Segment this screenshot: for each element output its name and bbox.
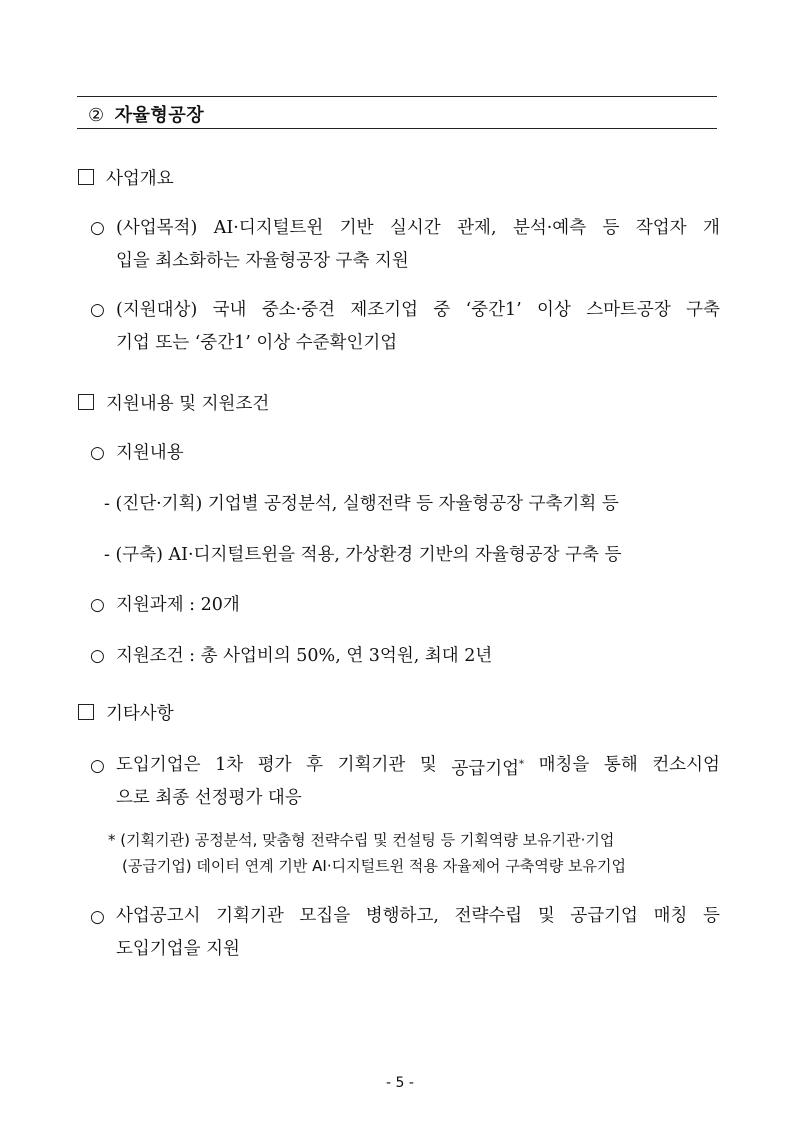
support-conditions: 지원조건 : 총 사업비의 50%, 연 3억원, 최대 2년 bbox=[116, 646, 493, 666]
word: 기획기관 bbox=[337, 755, 406, 775]
word: 도입기업은 bbox=[116, 755, 201, 775]
checkbox-square-icon bbox=[78, 394, 94, 410]
section-number: ② bbox=[88, 105, 105, 126]
misc-item1-line-2: 으로 최종 선정평가 대응 bbox=[116, 788, 302, 808]
purpose-line-1 bbox=[116, 216, 720, 240]
target-line-2: 기업 또는 ‘중간1’ 이상 수준확인기업 bbox=[116, 333, 398, 353]
support-item-planning: - (진단·기획) 기업별 공정분석, 실행전략 등 자율형공장 구축기획 등 bbox=[104, 494, 619, 514]
circle-bullet-icon: ○ bbox=[90, 443, 105, 463]
circle-bullet-icon: ○ bbox=[90, 756, 105, 776]
word: 구축 bbox=[686, 300, 720, 320]
word: 공급기업 bbox=[570, 906, 638, 926]
target-line-1 bbox=[116, 298, 720, 322]
word: 국내 bbox=[212, 300, 247, 320]
word: 매칭 bbox=[653, 906, 688, 926]
misc-item2-line-2: 도입기업을 지원 bbox=[116, 939, 240, 959]
page-number: - 5 - bbox=[386, 1075, 414, 1091]
note-planning-org: * (기획기관) 공정분석, 맞춤형 전략수립 및 컨설팅 등 기획역량 보유기관·기업 bbox=[108, 831, 615, 849]
word: 후 bbox=[306, 755, 324, 775]
word: 제조기업 bbox=[350, 300, 418, 320]
misc-item1-line-1 bbox=[116, 753, 720, 781]
word: 및 bbox=[537, 906, 555, 926]
support-tasks: 지원과제 : 20개 bbox=[116, 595, 240, 615]
word: 중소·중견 bbox=[261, 300, 335, 320]
circle-bullet-icon: ○ bbox=[90, 907, 105, 927]
word: 중 bbox=[433, 300, 451, 320]
title-top-rule bbox=[77, 96, 717, 97]
word: 1차 bbox=[215, 755, 244, 775]
word: 및 bbox=[419, 755, 437, 775]
purpose-line-2: 입을 최소화하는 자율형공장 구축 지원 bbox=[116, 251, 409, 271]
section-title bbox=[88, 101, 204, 127]
word: 작업자 bbox=[635, 218, 687, 238]
checkbox-square-icon bbox=[78, 169, 94, 185]
support-item-build: - (구축) AI·디지털트윈을 적용, 가상환경 기반의 자율형공장 구축 등 bbox=[104, 545, 622, 565]
word: 공급기업* bbox=[451, 759, 525, 779]
heading-misc: 기타사항 bbox=[78, 702, 174, 726]
word: 통해 bbox=[603, 755, 638, 775]
heading-overview: 사업개요 bbox=[78, 167, 174, 191]
word: (사업목적) bbox=[116, 218, 198, 238]
word: 모집을 bbox=[299, 906, 351, 926]
section-title-text: 자율형공장 bbox=[114, 105, 205, 126]
word: 관제, bbox=[457, 218, 497, 238]
word: AI·디지털트윈 bbox=[213, 218, 324, 238]
word: 기반 bbox=[339, 218, 374, 238]
note-supplier: (공급기업) 데이터 연계 기반 AI·디지털트윈 적용 자율제어 구축역량 보유기업 bbox=[122, 857, 627, 875]
word: 병행하고, bbox=[365, 906, 439, 926]
word: 등 bbox=[703, 906, 720, 926]
heading-support: 지원내용 및 지원조건 bbox=[78, 392, 269, 416]
word: ‘중간1’ bbox=[465, 300, 522, 320]
word: 컨소시엄 bbox=[652, 755, 720, 775]
circle-bullet-icon: ○ bbox=[90, 300, 105, 320]
checkbox-square-icon bbox=[78, 704, 94, 720]
word: 전략수립 bbox=[454, 906, 523, 926]
word: 분석·예측 bbox=[512, 218, 587, 238]
support-content-label: 지원내용 bbox=[116, 443, 184, 463]
word: 등 bbox=[602, 218, 620, 238]
circle-bullet-icon: ○ bbox=[90, 646, 105, 666]
word: 이상 bbox=[537, 300, 571, 320]
word: 기획기관 bbox=[216, 906, 284, 926]
circle-bullet-icon: ○ bbox=[90, 218, 105, 238]
word: 실시간 bbox=[390, 218, 441, 238]
word: 평가 bbox=[257, 755, 292, 775]
word: 개 bbox=[703, 218, 720, 238]
title-bottom-rule bbox=[77, 128, 717, 129]
misc-item2-line-1 bbox=[116, 904, 720, 928]
word: 사업공고시 bbox=[116, 906, 201, 926]
word: 매칭을 bbox=[538, 755, 590, 775]
circle-bullet-icon: ○ bbox=[90, 595, 105, 615]
word: (지원대상) bbox=[116, 300, 198, 320]
word: 스마트공장 bbox=[586, 300, 671, 320]
